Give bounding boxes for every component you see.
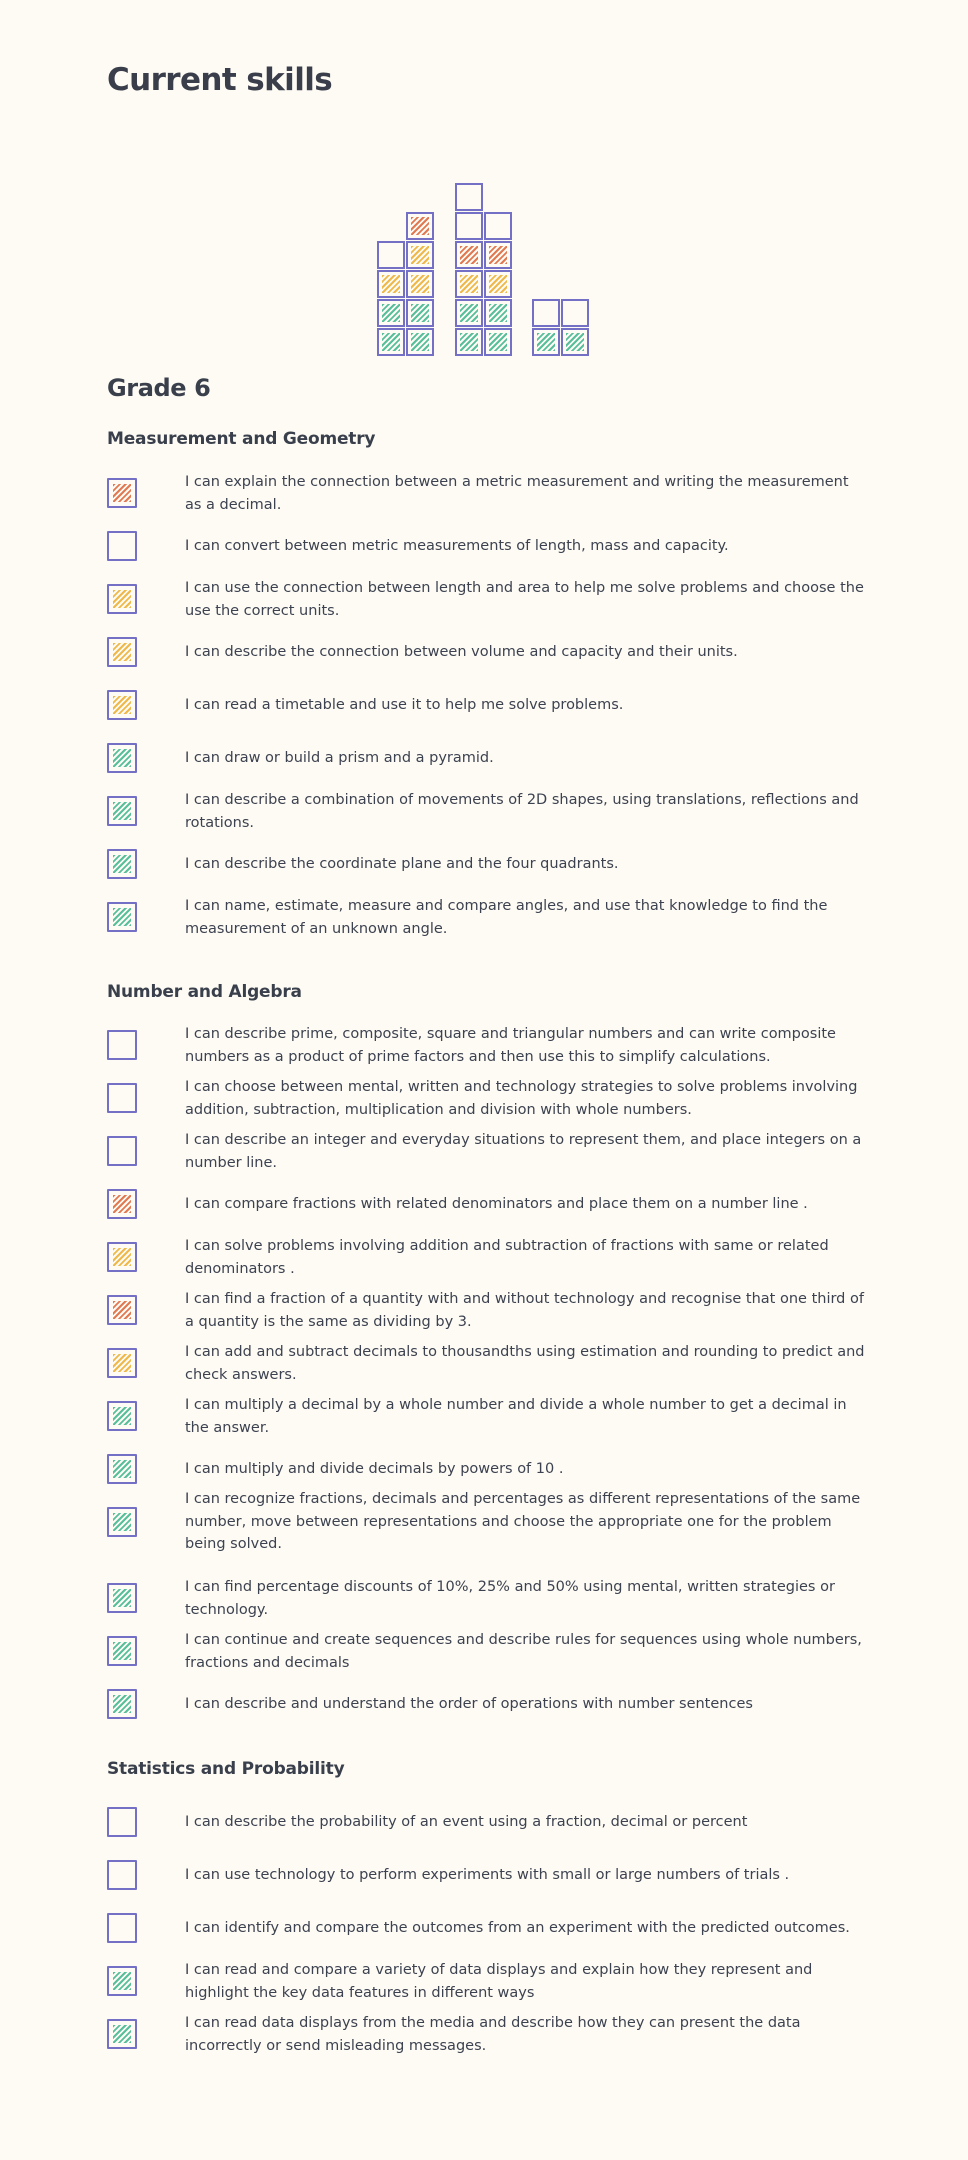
- tower-box-empty: [484, 212, 512, 240]
- skill-text: I can choose between mental, written and technology strategies to solve problems involving addition, subtraction, multiplication and division with whole numbers.: [185, 1079, 858, 1118]
- tower-box-empty: [377, 241, 405, 269]
- tower-box-red: [455, 241, 483, 269]
- skill-text: I can explain the connection between a metric measurement and writing the measurement as a decimal.: [185, 474, 849, 513]
- skill-status-checkbox[interactable]: [107, 1136, 137, 1166]
- skill-text: I can solve problems involving addition and subtraction of fractions with same or related denominators .: [185, 1238, 829, 1277]
- tower-box-empty: [455, 183, 483, 211]
- tower-box-green: [484, 328, 512, 356]
- skill-status-checkbox[interactable]: [107, 1454, 137, 1484]
- skill-text: I can use technology to perform experiments with small or large numbers of trials .: [185, 1867, 790, 1883]
- skill-text: I can convert between metric measurements of length, mass and capacity.: [185, 538, 729, 554]
- skill-status-checkbox[interactable]: [107, 1030, 137, 1060]
- skill-text: I can describe a combination of movements of 2D shapes, using translations, reflections and rotations.: [185, 792, 859, 831]
- skill-status-checkbox[interactable]: [107, 2019, 137, 2049]
- skill-text: I can describe an integer and everyday situations to represent them, and place integers on a number line.: [185, 1132, 862, 1171]
- tower-box-green: [455, 328, 483, 356]
- skill-status-checkbox[interactable]: [107, 1913, 137, 1943]
- tower-box-green: [406, 299, 434, 327]
- skill-text: I can multiply a decimal by a whole number and divide a whole number to get a decimal in the answer.: [185, 1397, 847, 1436]
- tower-box-green: [484, 299, 512, 327]
- skill-text: I can describe prime, composite, square and triangular numbers and can write composite numbers as a product of prime factors and then use this to simplify calculations.: [185, 1026, 836, 1065]
- skill-text: I can describe the probability of an event using a fraction, decimal or percent: [185, 1814, 748, 1830]
- section-title: Number and Algebra: [107, 982, 302, 1002]
- skill-text: I can compare fractions with related denominators and place them on a number line .: [185, 1196, 808, 1212]
- skill-status-checkbox[interactable]: [107, 1295, 137, 1325]
- skill-text: I can describe the connection between volume and capacity and their units.: [185, 644, 738, 660]
- tower-box-green: [532, 328, 560, 356]
- skill-status-checkbox[interactable]: [107, 1966, 137, 1996]
- grade-title: Grade 6: [107, 374, 211, 402]
- tower-box-green: [377, 299, 405, 327]
- tower-box-empty: [455, 212, 483, 240]
- tower-box-yellow: [406, 270, 434, 298]
- section-title: Measurement and Geometry: [107, 429, 376, 449]
- skill-status-checkbox[interactable]: [107, 1583, 137, 1613]
- tower-box-empty: [532, 299, 560, 327]
- tower-box-yellow: [484, 270, 512, 298]
- skill-status-checkbox[interactable]: [107, 1507, 137, 1537]
- skill-status-checkbox[interactable]: [107, 637, 137, 667]
- section-title: Statistics and Probability: [107, 1759, 345, 1779]
- skill-status-checkbox[interactable]: [107, 1689, 137, 1719]
- tower-box-green: [377, 328, 405, 356]
- skill-text: I can recognize fractions, decimals and percentages as different representations of the same number, move between representations and choose the appropriate one for the problem being solved.: [185, 1491, 861, 1552]
- skill-status-checkbox[interactable]: [107, 743, 137, 773]
- skill-status-checkbox[interactable]: [107, 1348, 137, 1378]
- skill-text: I can describe the coordinate plane and the four quadrants.: [185, 856, 619, 872]
- tower-box-green: [455, 299, 483, 327]
- skill-text: I can read and compare a variety of data displays and explain how they represent and highlight the key data features in different ways: [185, 1962, 813, 2001]
- skill-text: I can draw or build a prism and a pyramid.: [185, 750, 494, 766]
- skill-status-checkbox[interactable]: [107, 1860, 137, 1890]
- skill-text: I can read data displays from the media and describe how they can present the data incorrectly or send misleading messages.: [185, 2015, 801, 2054]
- skill-status-checkbox[interactable]: [107, 1636, 137, 1666]
- skill-text: I can continue and create sequences and describe rules for sequences using whole numbers, fractions and decimals: [185, 1632, 862, 1671]
- skill-status-checkbox[interactable]: [107, 796, 137, 826]
- tower-box-yellow: [377, 270, 405, 298]
- skill-status-checkbox[interactable]: [107, 1083, 137, 1113]
- skill-status-checkbox[interactable]: [107, 1189, 137, 1219]
- tower-box-green: [561, 328, 589, 356]
- skill-status-checkbox[interactable]: [107, 1242, 137, 1272]
- skill-status-checkbox[interactable]: [107, 902, 137, 932]
- tower-box-red: [406, 212, 434, 240]
- tower-box-yellow: [455, 270, 483, 298]
- skill-status-checkbox[interactable]: [107, 584, 137, 614]
- skill-status-checkbox[interactable]: [107, 531, 137, 561]
- tower-box-green: [406, 328, 434, 356]
- skill-text: I can multiply and divide decimals by powers of 10 .: [185, 1461, 564, 1477]
- skill-text: I can add and subtract decimals to thousandths using estimation and rounding to predict and check answers.: [185, 1344, 865, 1383]
- tower-box-empty: [561, 299, 589, 327]
- skill-text: I can describe and understand the order of operations with number sentences: [185, 1696, 753, 1712]
- skill-text: I can read a timetable and use it to help me solve problems.: [185, 697, 624, 713]
- tower-box-red: [484, 241, 512, 269]
- skill-status-checkbox[interactable]: [107, 690, 137, 720]
- skill-text: I can find percentage discounts of 10%, 25% and 50% using mental, written strategies or technology.: [185, 1579, 835, 1618]
- skill-text: I can use the connection between length and area to help me solve problems and choose the use the correct units.: [185, 580, 864, 619]
- tower-box-yellow: [406, 241, 434, 269]
- skill-status-checkbox[interactable]: [107, 1807, 137, 1837]
- page-title: Current skills: [107, 62, 333, 98]
- skill-text: I can name, estimate, measure and compare angles, and use that knowledge to find the measurement of an unknown angle.: [185, 898, 828, 937]
- skills-summary-tower: [377, 174, 677, 358]
- skill-status-checkbox[interactable]: [107, 849, 137, 879]
- skill-text: I can identify and compare the outcomes from an experiment with the predicted outcomes.: [185, 1920, 850, 1936]
- skill-status-checkbox[interactable]: [107, 478, 137, 508]
- skill-text: I can find a fraction of a quantity with and without technology and recognise that one third of a quantity is the same as dividing by 3.: [185, 1291, 864, 1330]
- skill-status-checkbox[interactable]: [107, 1401, 137, 1431]
